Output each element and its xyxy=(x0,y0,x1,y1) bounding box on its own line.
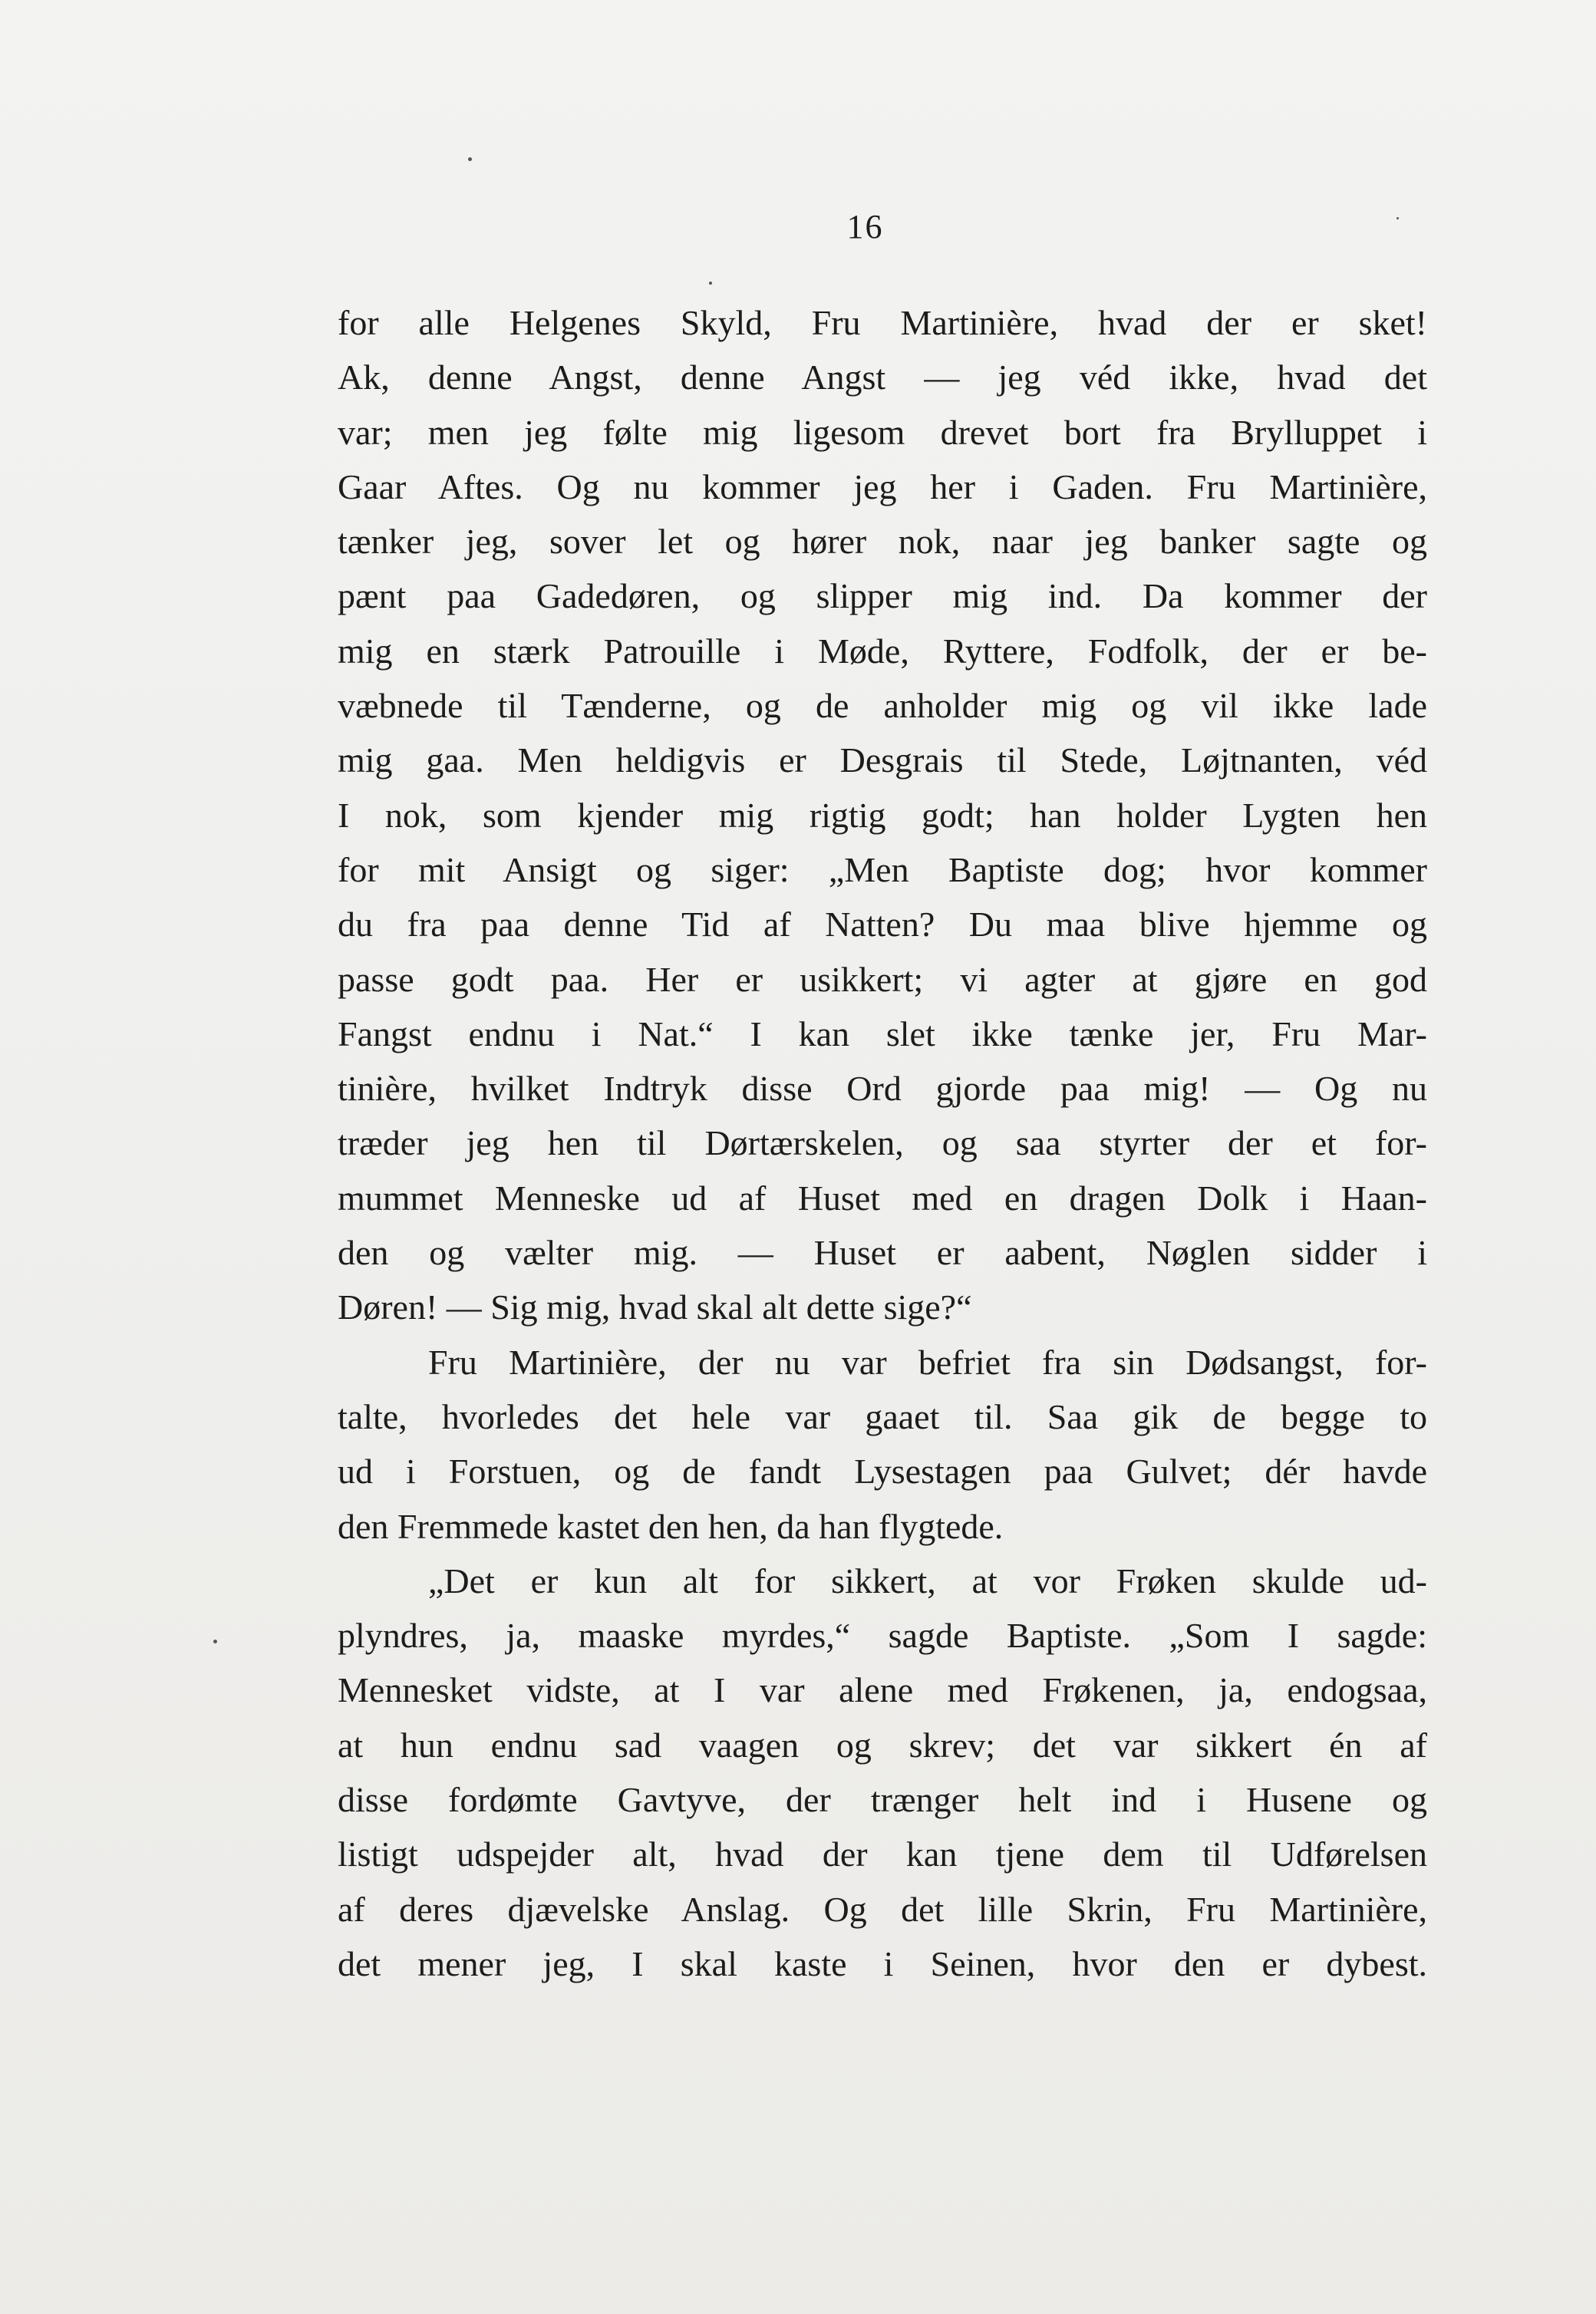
text-line: for mit Ansigt og siger: „Men Baptiste dog; hvor kommer xyxy=(338,849,1427,889)
text-line: passe godt paa. Her er usikkert; vi agter at gjøre en god xyxy=(338,959,1427,999)
text-line: af deres djævelske Anslag. Og det lille Skrin, Fru Martinière, xyxy=(338,1889,1427,1929)
text-line: mig en stærk Patrouille i Møde, Ryttere, Fodfolk, der er be- xyxy=(338,631,1427,671)
text-line: tænker jeg, sover let og hører nok, naar jeg banker sagte og xyxy=(338,522,1427,562)
text-line: talte, hvorledes det hele var gaaet til. Saa gik de begge to xyxy=(338,1396,1427,1436)
text-line: pænt paa Gadedøren, og slipper mig ind. Da kommer der xyxy=(338,576,1427,616)
text-line: ud i Forstuen, og de fandt Lysestagen paa Gulvet; dér havde xyxy=(338,1452,1427,1492)
text-line: for alle Helgenes Skyld, Fru Martinière, hvad der er sket! xyxy=(338,303,1427,342)
text-line: Døren! — Sig mig, hvad skal alt dette sige?“ xyxy=(338,1287,972,1327)
text-line: Ak, denne Angst, denne Angst — jeg véd ikke, hvad det xyxy=(338,358,1427,397)
text-line: mummet Menneske ud af Huset med en dragen Dolk i Haan- xyxy=(338,1178,1427,1218)
text-line: det mener jeg, I skal kaste i Seinen, hvor den er dybest. xyxy=(338,1943,1427,1983)
text-line: du fra paa denne Tid af Natten? Du maa blive hjemme og xyxy=(338,905,1427,944)
text-line: plyndres, ja, maaske myrdes,“ sagde Baptiste. „Som I sagde: xyxy=(338,1616,1427,1656)
text-line: Fangst endnu i Nat.“ I kan slet ikke tænke jer, Fru Mar- xyxy=(338,1014,1427,1053)
text-line: den og vælter mig. — Huset er aabent, Nøglen sidder i xyxy=(338,1233,1427,1273)
scan-speck xyxy=(709,282,712,285)
body-text xyxy=(338,295,1427,1991)
text-line: at hun endnu sad vaagen og skrev; det var sikkert én af xyxy=(338,1725,1427,1765)
text-line: var; men jeg følte mig ligesom drevet bort fra Brylluppet i xyxy=(338,412,1427,452)
scan-speck xyxy=(213,1640,217,1643)
text-line: træder jeg hen til Dørtærskelen, og saa styrter der et for- xyxy=(338,1123,1427,1163)
text-line: Gaar Aftes. Og nu kommer jeg her i Gaden. Fru Martinière, xyxy=(338,466,1427,506)
text-line: disse fordømte Gavtyve, der trænger helt ind i Husene og xyxy=(338,1780,1427,1820)
text-line: tinière, hvilket Indtryk disse Ord gjorde paa mig! — Og nu xyxy=(338,1069,1427,1109)
page-number: 16 xyxy=(846,208,884,246)
scan-speck xyxy=(1396,217,1399,219)
text-line: den Fremmede kastet den hen, da han flygtede. xyxy=(338,1506,1004,1546)
text-line: mig gaa. Men heldigvis er Desgrais til Stede, Løjtnanten, véd xyxy=(338,740,1427,780)
text-line: „Det er kun alt for sikkert, at vor Frøken skulde ud- xyxy=(428,1561,1427,1600)
text-line: Mennesket vidste, at I var alene med Frøkenen, ja, endogsaa, xyxy=(338,1670,1427,1710)
text-line: væbnede til Tænderne, og de anholder mig og vil ikke lade xyxy=(338,686,1427,726)
text-line: I nok, som kjender mig rigtig godt; han holder Lygten hen xyxy=(338,795,1427,835)
text-line: listigt udspejder alt, hvad der kan tjene dem til Udførelsen xyxy=(338,1834,1427,1874)
scan-speck xyxy=(468,157,472,161)
text-line: Fru Martinière, der nu var befriet fra sin Dødsangst, for- xyxy=(428,1342,1427,1382)
